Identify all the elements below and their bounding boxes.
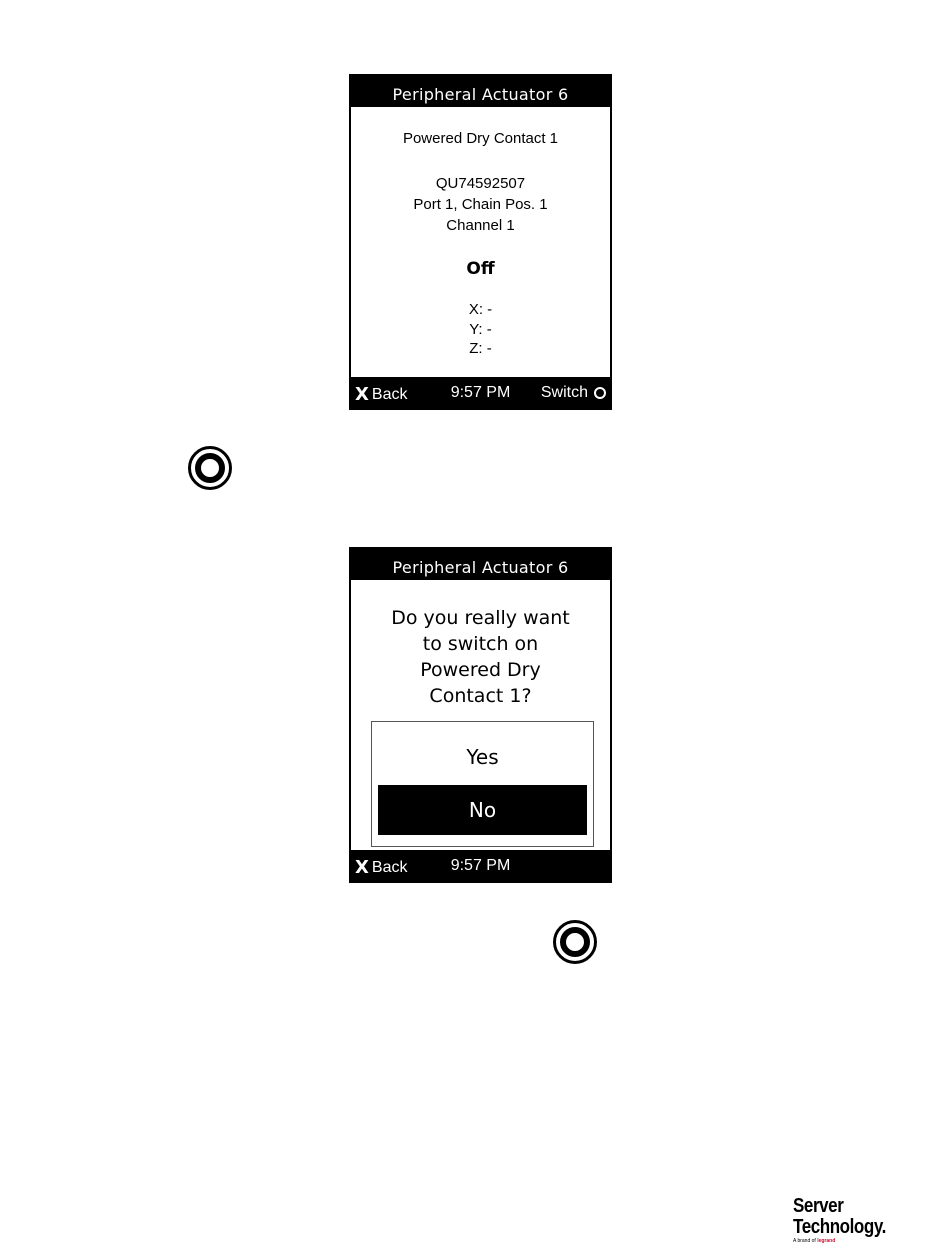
screen-title: Peripheral Actuator 6 [351, 76, 610, 107]
switch-label: Switch [540, 384, 588, 401]
close-icon: X [355, 384, 369, 405]
logo-tagline: A brand of legrand [793, 1238, 836, 1244]
z-value: Z: - [469, 340, 492, 357]
device-screen-detail [349, 74, 612, 410]
footer-bar [351, 377, 610, 408]
screen-title: Peripheral Actuator 6 [351, 549, 610, 580]
logo-line-1: Server [793, 1195, 844, 1217]
actuator-state: Off [466, 259, 495, 279]
question-line: to switch on [422, 633, 539, 655]
y-value: Y: - [469, 321, 492, 338]
footer-bar [351, 850, 610, 881]
back-label: Back [371, 858, 408, 876]
confirm-question [351, 605, 610, 709]
serial-number: QU74592507 [435, 175, 526, 192]
rotary-knob-icon[interactable] [553, 920, 597, 964]
switch-button[interactable] [541, 384, 606, 402]
question-line: Do you really want [391, 607, 570, 629]
port-position: Port 1, Chain Pos. 1 [413, 196, 548, 213]
close-icon: X [355, 857, 369, 878]
server-technology-logo [793, 1196, 902, 1244]
legrand-brand: legrand [817, 1238, 836, 1244]
question-line: Contact 1? [429, 685, 532, 707]
logo-line-2: Technology. [793, 1216, 886, 1238]
clock: 9:57 PM [450, 857, 511, 874]
yes-option[interactable]: Yes [466, 745, 499, 769]
device-screen-confirm [349, 547, 612, 883]
channel: Channel 1 [446, 217, 515, 234]
rotary-knob-icon[interactable] [188, 446, 232, 490]
no-option[interactable]: No [378, 785, 587, 835]
question-line: Powered Dry [420, 659, 541, 681]
knob-icon [594, 387, 606, 399]
x-value: X: - [468, 301, 493, 318]
clock: 9:57 PM [450, 384, 511, 401]
back-label: Back [371, 385, 408, 403]
choice-list [371, 721, 594, 847]
device-name: Powered Dry Contact 1 [402, 130, 559, 147]
